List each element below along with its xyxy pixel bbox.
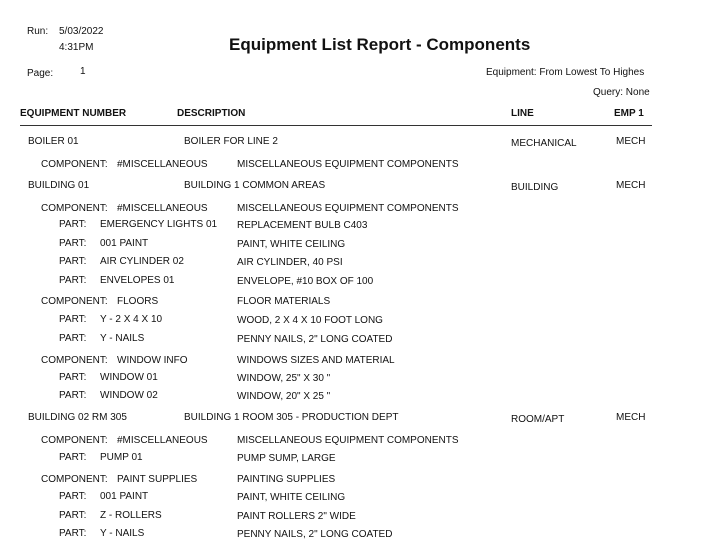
part-description: AIR CYLINDER, 40 PSI [237,257,343,268]
component-name: FLOORS [117,296,159,307]
component-description: WINDOWS SIZES AND MATERIAL [237,355,395,366]
part-name: Y - 2 X 4 X 10 [100,314,163,325]
equipment-description: BUILDING 1 ROOM 305 - PRODUCTION DEPT [184,412,399,423]
part-description: REPLACEMENT BULB C403 [237,220,368,231]
equipment-line: MECHANICAL [511,138,577,149]
component-description: MISCELLANEOUS EQUIPMENT COMPONENTS [237,435,459,446]
equipment-range: Equipment: From Lowest To Highes [486,67,645,78]
part-name: WINDOW 02 [100,390,158,401]
page-number: 1 [80,66,86,77]
part-name: PUMP 01 [100,452,143,463]
page-label: Page: [27,68,54,79]
part-label: PART: [59,372,87,383]
part-name: Y - NAILS [100,528,145,539]
part-name: Z - ROLLERS [100,510,162,521]
part-label: PART: [59,452,87,463]
component-name: PAINT SUPPLIES [117,474,198,485]
part-description: PAINT, WHITE CEILING [237,492,346,503]
part-name: 001 PAINT [100,238,149,249]
part-name: EMERGENCY LIGHTS 01 [100,219,218,230]
column-header-line: LINE [511,108,534,119]
equipment-emp: MECH [616,180,646,191]
query-info: Query: None [593,87,650,98]
component-label: COMPONENT: [41,203,108,214]
component-description: FLOOR MATERIALS [237,296,331,307]
run-time: 4:31PM [59,42,94,53]
part-label: PART: [59,238,87,249]
equipment-number: BUILDING 01 [28,180,90,191]
equipment-number: BUILDING 02 RM 305 [28,412,127,423]
part-label: PART: [59,256,87,267]
part-label: PART: [59,528,87,539]
equipment-line: ROOM/APT [511,414,565,425]
equipment-line: BUILDING [511,182,559,193]
part-description: PAINT, WHITE CEILING [237,239,346,250]
part-description: PENNY NAILS, 2" LONG COATED [237,334,393,345]
component-label: COMPONENT: [41,435,108,446]
component-label: COMPONENT: [41,355,108,366]
equipment-emp: MECH [616,412,646,423]
part-description: PENNY NAILS, 2" LONG COATED [237,529,393,540]
component-label: COMPONENT: [41,296,108,307]
part-description: WINDOW, 20" X 25 " [237,391,331,402]
part-description: WINDOW, 25" X 30 " [237,373,331,384]
equipment-number: BOILER 01 [28,136,79,147]
part-label: PART: [59,275,87,286]
part-label: PART: [59,219,87,230]
component-description: MISCELLANEOUS EQUIPMENT COMPONENTS [237,203,459,214]
component-name: #MISCELLANEOUS [117,203,208,214]
report-title: Equipment List Report - Components [229,35,531,54]
component-description: PAINTING SUPPLIES [237,474,336,485]
column-header-equipment-number: EQUIPMENT NUMBER [20,108,127,119]
component-name: WINDOW INFO [117,355,188,366]
part-name: ENVELOPES 01 [100,275,175,286]
part-name: AIR CYLINDER 02 [100,256,184,267]
equipment-description: BOILER FOR LINE 2 [184,136,278,147]
column-header-emp1: EMP 1 [614,108,644,119]
part-label: PART: [59,510,87,521]
run-date: 5/03/2022 [59,26,104,37]
part-label: PART: [59,314,87,325]
part-name: WINDOW 01 [100,372,158,383]
part-description: ENVELOPE, #10 BOX OF 100 [237,276,374,287]
run-label: Run: [27,26,49,37]
header-divider [20,125,652,126]
component-description: MISCELLANEOUS EQUIPMENT COMPONENTS [237,159,459,170]
component-name: #MISCELLANEOUS [117,159,208,170]
equipment-description: BUILDING 1 COMMON AREAS [184,180,326,191]
part-name: 001 PAINT [100,491,149,502]
equipment-emp: MECH [616,136,646,147]
part-label: PART: [59,491,87,502]
column-header-description: DESCRIPTION [177,108,246,119]
component-label: COMPONENT: [41,159,108,170]
part-description: PAINT ROLLERS 2" WIDE [237,511,356,522]
part-description: WOOD, 2 X 4 X 10 FOOT LONG [237,315,383,326]
component-name: #MISCELLANEOUS [117,435,208,446]
part-description: PUMP SUMP, LARGE [237,453,336,464]
part-name: Y - NAILS [100,333,145,344]
part-label: PART: [59,390,87,401]
part-label: PART: [59,333,87,344]
component-label: COMPONENT: [41,474,108,485]
